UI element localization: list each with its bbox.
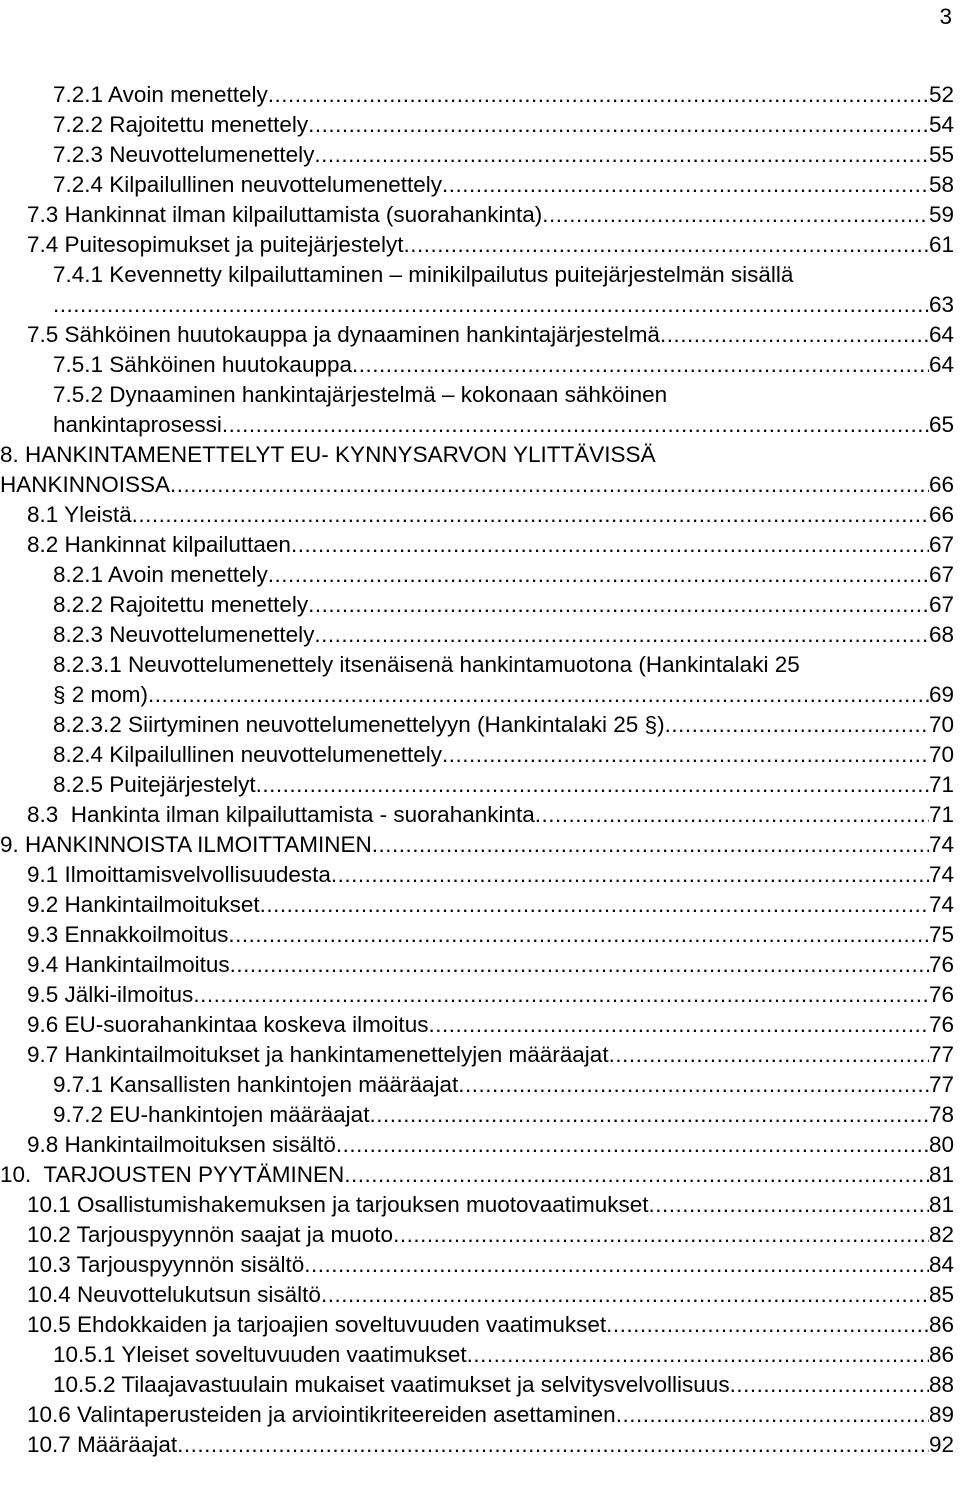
toc-entry[interactable]: [27, 200, 954, 230]
toc-entry-title: 9.3 Ennakkoilmoitus: [27, 922, 229, 947]
toc-entry-page: 58: [928, 172, 954, 197]
toc-entry-title: 10.4 Neuvottelukutsun sisältö: [27, 1282, 321, 1307]
toc-entry-page: 76: [928, 982, 954, 1007]
toc-entry[interactable]: [27, 1250, 954, 1280]
dot-leader: [304, 1250, 929, 1280]
dot-leader: [609, 1040, 929, 1070]
toc-entry[interactable]: [0, 1160, 954, 1190]
toc-entry-page: 67: [928, 532, 954, 557]
toc-entry-page: 66: [928, 472, 954, 497]
toc-entry-title: 7.2.3 Neuvottelumenettely: [53, 142, 315, 167]
toc-entry-page: 86: [928, 1312, 954, 1337]
toc-entry-page: 86: [928, 1342, 954, 1367]
toc-entry-page: 78: [928, 1102, 954, 1127]
dot-leader: [372, 830, 929, 860]
toc-entry-title: 7.5.1 Sähköinen huutokauppa: [53, 352, 353, 377]
toc-entry-page: 88: [928, 1372, 954, 1397]
toc-entry[interactable]: [27, 800, 954, 830]
toc-entry-title: 10.5.1 Yleiset soveltuvuuden vaatimukset: [53, 1342, 467, 1367]
toc-entry[interactable]: [53, 770, 954, 800]
toc-entry-title: 7.5 Sähköinen huutokauppa ja dynaaminen hankintajärjestelmä: [27, 322, 660, 347]
toc-entry[interactable]: [27, 980, 954, 1010]
toc-entry-page: 74: [928, 862, 954, 887]
dot-leader: [606, 1310, 929, 1340]
toc-entry-title: 7.2.2 Rajoitettu menettely: [53, 112, 309, 137]
toc-entry[interactable]: [53, 410, 954, 440]
dot-leader: [314, 140, 929, 170]
dot-leader: [458, 1070, 929, 1100]
toc-entry-title: 10.1 Osallistumishakemuksen ja tarjouksen muotovaatimukset: [27, 1192, 649, 1217]
toc-entry-page: 71: [928, 772, 954, 797]
toc-entry-title: 7.2.1 Avoin menettely: [53, 82, 268, 107]
toc-entry[interactable]: [53, 1370, 954, 1400]
toc-entry-title: 10.7 Määräajat: [27, 1432, 178, 1457]
toc-entry[interactable]: [53, 710, 954, 740]
dot-leader: [665, 710, 929, 740]
toc-entry-title-line1: 8.2.3.1 Neuvottelumenettely itsenäisenä hankintamuotona (Hankintalaki 25: [53, 652, 800, 677]
dot-leader: [268, 80, 929, 110]
dot-leader: [177, 1430, 929, 1460]
dot-leader: [193, 980, 929, 1010]
toc-entry-title: § 2 mom): [53, 682, 149, 707]
toc-entry[interactable]: [53, 80, 954, 110]
dot-leader: [336, 1130, 929, 1160]
dot-leader: [393, 1220, 929, 1250]
toc-entry[interactable]: [53, 740, 954, 770]
dot-leader: [616, 1400, 929, 1430]
toc-entry-page: 76: [928, 952, 954, 977]
toc-entry[interactable]: [27, 1280, 954, 1310]
toc-entry-title: 8.2.3.2 Siirtyminen neuvottelumenettelyyn (Hankintalaki 25 §): [53, 712, 665, 737]
dot-leader: [535, 800, 929, 830]
toc-entry-page: 63: [928, 292, 954, 317]
toc-entry-title-line1: 7.5.2 Dynaaminen hankintajärjestelmä – kokonaan sähköinen: [53, 382, 668, 407]
toc-entry-title: 7.4 Puitesopimukset ja puitejärjestelyt: [27, 232, 404, 257]
toc-entry[interactable]: [27, 950, 954, 980]
dot-leader: [331, 860, 929, 890]
toc-entry-page: 74: [928, 832, 954, 857]
toc-entry[interactable]: [27, 1310, 954, 1340]
toc-entry[interactable]: [53, 140, 954, 170]
toc-entry-page: 84: [928, 1252, 954, 1277]
dot-leader: [291, 530, 929, 560]
dot-leader: [660, 320, 929, 350]
toc-entry[interactable]: [0, 830, 954, 860]
dot-leader: [228, 920, 929, 950]
dot-leader: [170, 470, 929, 500]
dot-leader: [222, 410, 929, 440]
toc-entry-page: 70: [928, 742, 954, 767]
dot-leader: [344, 1160, 929, 1190]
toc-entry-page: 66: [928, 502, 954, 527]
toc-entry-page: 70: [928, 712, 954, 737]
toc-entry-title: 10.5 Ehdokkaiden ja tarjoajien soveltuvuuden vaatimukset: [27, 1312, 607, 1337]
toc-entry[interactable]: [0, 470, 954, 500]
toc-entry[interactable]: [53, 1340, 954, 1370]
toc-entry-title: 9.6 EU-suorahankintaa koskeva ilmoitus: [27, 1012, 429, 1037]
toc-entry-title: 10.3 Tarjouspyynnön sisältö: [27, 1252, 305, 1277]
toc-entry-page: 67: [928, 562, 954, 587]
toc-entry-title: 8.2.2 Rajoitettu menettely: [53, 592, 309, 617]
toc-entry[interactable]: [53, 620, 954, 650]
toc-entry-page: 69: [928, 682, 954, 707]
dot-leader: [442, 740, 929, 770]
toc-entry-title: 7.3 Hankinnat ilman kilpailuttamista (suorahankinta): [27, 202, 543, 227]
toc-entry-page: 77: [928, 1042, 954, 1067]
dot-leader: [53, 290, 929, 320]
dot-leader: [308, 590, 929, 620]
toc-entry[interactable]: [27, 1190, 954, 1220]
toc-entry[interactable]: [27, 1220, 954, 1250]
toc-entry-title: 9.1 Ilmoittamisvelvollisuudesta: [27, 862, 331, 887]
toc-entry-title: 9.4 Hankintailmoitus: [27, 952, 230, 977]
toc-entry[interactable]: [53, 1100, 954, 1130]
dot-leader: [542, 200, 929, 230]
dot-leader: [308, 110, 929, 140]
toc-entry-page: 81: [928, 1162, 954, 1187]
toc-entry-title: 8.2.1 Avoin menettely: [53, 562, 268, 587]
dot-leader: [730, 1370, 929, 1400]
toc-entry[interactable]: [27, 530, 954, 560]
toc-entry-page: 81: [928, 1192, 954, 1217]
dot-leader: [649, 1190, 929, 1220]
toc-entry-title: 8.2.4 Kilpailullinen neuvottelumenettely: [53, 742, 443, 767]
toc-entry-title: hankintaprosessi: [53, 412, 222, 437]
toc-entry[interactable]: [27, 1040, 954, 1070]
toc-entry[interactable]: [27, 920, 954, 950]
toc-entry[interactable]: [27, 230, 954, 260]
dot-leader: [230, 950, 929, 980]
toc-entry-title: 9.2 Hankintailmoitukset: [27, 892, 260, 917]
toc-entry-page: 61: [928, 232, 954, 257]
toc-entry[interactable]: [53, 170, 954, 200]
toc-entry[interactable]: [27, 500, 954, 530]
toc-entry-title: 10.5.2 Tilaajavastuulain mukaiset vaatimukset ja selvitysvelvollisuus: [53, 1372, 730, 1397]
toc-entry[interactable]: [27, 1010, 954, 1040]
toc-entry-page: 64: [928, 352, 954, 377]
page-number: 3: [939, 4, 952, 29]
toc-entry[interactable]: [27, 1130, 954, 1160]
toc-entry-page: 68: [928, 622, 954, 647]
dot-leader: [321, 1280, 929, 1310]
toc-entry-page: 71: [928, 802, 954, 827]
toc-entry-title: 9.7 Hankintailmoitukset ja hankintamenettelyjen määräajat: [27, 1042, 609, 1067]
toc-entry-page: 54: [928, 112, 954, 137]
toc-entry-page: 75: [928, 922, 954, 947]
toc-entry-page: 55: [928, 142, 954, 167]
toc-entry-title: 9.5 Jälki-ilmoitus: [27, 982, 194, 1007]
dot-leader: [256, 770, 929, 800]
dot-leader: [132, 500, 929, 530]
toc-entry-title: 8.1 Yleistä: [27, 502, 132, 527]
toc-entry-page: 85: [928, 1282, 954, 1307]
toc-entry-title: 10. TARJOUSTEN PYYTÄMINEN: [0, 1162, 345, 1187]
dot-leader: [314, 620, 929, 650]
toc-entry-page: 92: [928, 1432, 954, 1457]
toc-entry-page: 67: [928, 592, 954, 617]
toc-entry[interactable]: [53, 350, 954, 380]
toc-entry-page: 77: [928, 1072, 954, 1097]
toc-entry[interactable]: [53, 290, 954, 320]
toc-entry-page: 82: [928, 1222, 954, 1247]
toc-entry-page: 59: [928, 202, 954, 227]
dot-leader: [148, 680, 929, 710]
toc-entry-title: 9. HANKINNOISTA ILMOITTAMINEN: [0, 832, 372, 857]
toc-entry-page: 74: [928, 892, 954, 917]
toc-entry-title: 9.7.1 Kansallisten hankintojen määräajat: [53, 1072, 459, 1097]
toc-entry-title-line1: 8. HANKINTAMENETTELYT EU- KYNNYSARVON YLITTÄVISSÄ: [0, 442, 656, 467]
toc-entry-title: HANKINNOISSA: [0, 472, 171, 497]
toc-entry[interactable]: [27, 860, 954, 890]
dot-leader: [467, 1340, 929, 1370]
dot-leader: [403, 230, 929, 260]
toc-entry-title: 10.2 Tarjouspyynnön saajat ja muoto: [27, 1222, 394, 1247]
toc-entry-title: 10.6 Valintaperusteiden ja arviointikriteereiden asettaminen: [27, 1402, 616, 1427]
toc-entry-title: 7.2.4 Kilpailullinen neuvottelumenettely: [53, 172, 443, 197]
toc-entry[interactable]: [53, 560, 954, 590]
toc-entry-title: 8.2.3 Neuvottelumenettely: [53, 622, 315, 647]
toc-entry-title: 8.2.5 Puitejärjestelyt: [53, 772, 256, 797]
dot-leader: [442, 170, 929, 200]
toc-entry-page: 80: [928, 1132, 954, 1157]
dot-leader: [260, 890, 929, 920]
dot-leader: [268, 560, 929, 590]
toc-entry-title: 8.2 Hankinnat kilpailuttaen: [27, 532, 291, 557]
toc-entry-title: 9.7.2 EU-hankintojen määräajat: [53, 1102, 370, 1127]
toc-entry[interactable]: [27, 1430, 954, 1460]
toc-entry[interactable]: [53, 590, 954, 620]
dot-leader: [352, 350, 929, 380]
toc-entry-page: 76: [928, 1012, 954, 1037]
toc-entry-page: 52: [928, 82, 954, 107]
dot-leader: [428, 1010, 929, 1040]
toc-entry[interactable]: [27, 890, 954, 920]
toc-entry-title-line1: 7.4.1 Kevennetty kilpailuttaminen – minikilpailutus puitejärjestelmän sisällä: [53, 262, 794, 287]
toc-entry-title: 9.8 Hankintailmoituksen sisältö: [27, 1132, 336, 1157]
dot-leader: [369, 1100, 929, 1130]
toc-entry-page: 65: [928, 412, 954, 437]
toc-entry[interactable]: [53, 1070, 954, 1100]
toc-entry[interactable]: [53, 680, 954, 710]
toc-entry[interactable]: [27, 1400, 954, 1430]
toc-entry-page: 64: [928, 322, 954, 347]
toc-entry-title: 8.3 Hankinta ilman kilpailuttamista - suorahankinta: [27, 802, 535, 827]
toc-entry[interactable]: [27, 320, 954, 350]
toc-entry-page: 89: [928, 1402, 954, 1427]
toc-entry[interactable]: [53, 110, 954, 140]
